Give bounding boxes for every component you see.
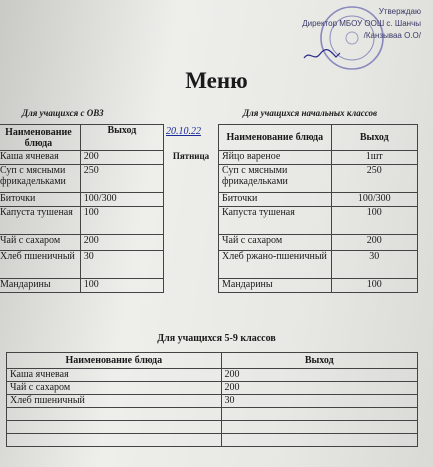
table-cell: Хлеб пшеничный bbox=[7, 395, 222, 408]
table-cell: Капуста тушеная bbox=[219, 207, 332, 235]
table-cell: Биточки bbox=[219, 193, 332, 207]
table-cell: 200 bbox=[80, 235, 163, 251]
table-cell: Хлеб ржано-пшеничный bbox=[219, 251, 332, 279]
signature-scribble bbox=[302, 48, 342, 62]
grades59-col-out: Выход bbox=[221, 353, 417, 369]
table-cell bbox=[7, 434, 222, 447]
grades59-heading: Для учащихся 5-9 классов bbox=[157, 333, 276, 344]
table-cell: Суп с мясными фрикадельками bbox=[0, 165, 80, 193]
table-cell: Чай с сахаром bbox=[0, 235, 80, 251]
table-cell: 30 bbox=[221, 395, 417, 408]
approval-block bbox=[271, 6, 421, 42]
table-cell: Чай с сахаром bbox=[7, 382, 222, 395]
table-cell: Каша ячневая bbox=[7, 369, 222, 382]
approval-line-3: /Канзываа О.О/ bbox=[363, 31, 421, 40]
table-cell: Каша ячневая bbox=[0, 151, 80, 165]
page-title: Меню bbox=[185, 68, 248, 93]
grades59-menu-table bbox=[6, 352, 418, 447]
primary-col-name: Наименование блюда bbox=[219, 125, 332, 151]
approval-line-2: Директор МБОУ ООШ с. Шанчы bbox=[302, 19, 421, 28]
table-cell bbox=[221, 421, 417, 434]
table-cell bbox=[221, 408, 417, 421]
ovz-menu-table bbox=[0, 124, 164, 293]
ovz-heading: Для учащихся с ОВЗ bbox=[22, 108, 104, 118]
table-cell: 100 bbox=[331, 279, 417, 293]
table-cell: 200 bbox=[331, 235, 417, 251]
table-cell: 100 bbox=[331, 207, 417, 235]
approval-line-1: Утверждаю bbox=[378, 7, 421, 16]
table-cell bbox=[221, 434, 417, 447]
table-cell: Мандарины bbox=[0, 279, 80, 293]
menu-date: 20.10.22 bbox=[166, 126, 201, 137]
table-cell: 250 bbox=[331, 165, 417, 193]
table-cell bbox=[7, 408, 222, 421]
ovz-col-name: Наименование блюда bbox=[0, 125, 80, 151]
table-cell: 30 bbox=[80, 251, 163, 279]
table-cell: Мандарины bbox=[219, 279, 332, 293]
table-cell: 1шт bbox=[331, 151, 417, 165]
grades59-col-name: Наименование блюда bbox=[7, 353, 222, 369]
weekday-label: Пятница bbox=[172, 151, 210, 161]
table-cell: Чай с сахаром bbox=[219, 235, 332, 251]
table-cell: 100/300 bbox=[80, 193, 163, 207]
table-cell: 200 bbox=[80, 151, 163, 165]
primary-heading: Для учащихся начальных классов bbox=[243, 108, 378, 118]
table-cell: Капуста тушеная bbox=[0, 207, 80, 235]
table-cell: 250 bbox=[80, 165, 163, 193]
table-cell: Суп с мясными фрикадельками bbox=[219, 165, 332, 193]
table-cell: Хлеб пшеничный bbox=[0, 251, 80, 279]
table-cell: 100 bbox=[80, 279, 163, 293]
table-cell: 30 bbox=[331, 251, 417, 279]
primary-menu-table bbox=[218, 124, 418, 293]
table-cell: 200 bbox=[221, 382, 417, 395]
table-cell: Биточки bbox=[0, 193, 80, 207]
day-block bbox=[166, 126, 216, 161]
table-cell: 200 bbox=[221, 369, 417, 382]
table-cell: Яйцо вареное bbox=[219, 151, 332, 165]
table-cell: 100/300 bbox=[331, 193, 417, 207]
table-cell: 100 bbox=[80, 207, 163, 235]
table-cell bbox=[7, 421, 222, 434]
ovz-col-out: Выход bbox=[80, 125, 163, 151]
primary-col-out: Выход bbox=[331, 125, 417, 151]
